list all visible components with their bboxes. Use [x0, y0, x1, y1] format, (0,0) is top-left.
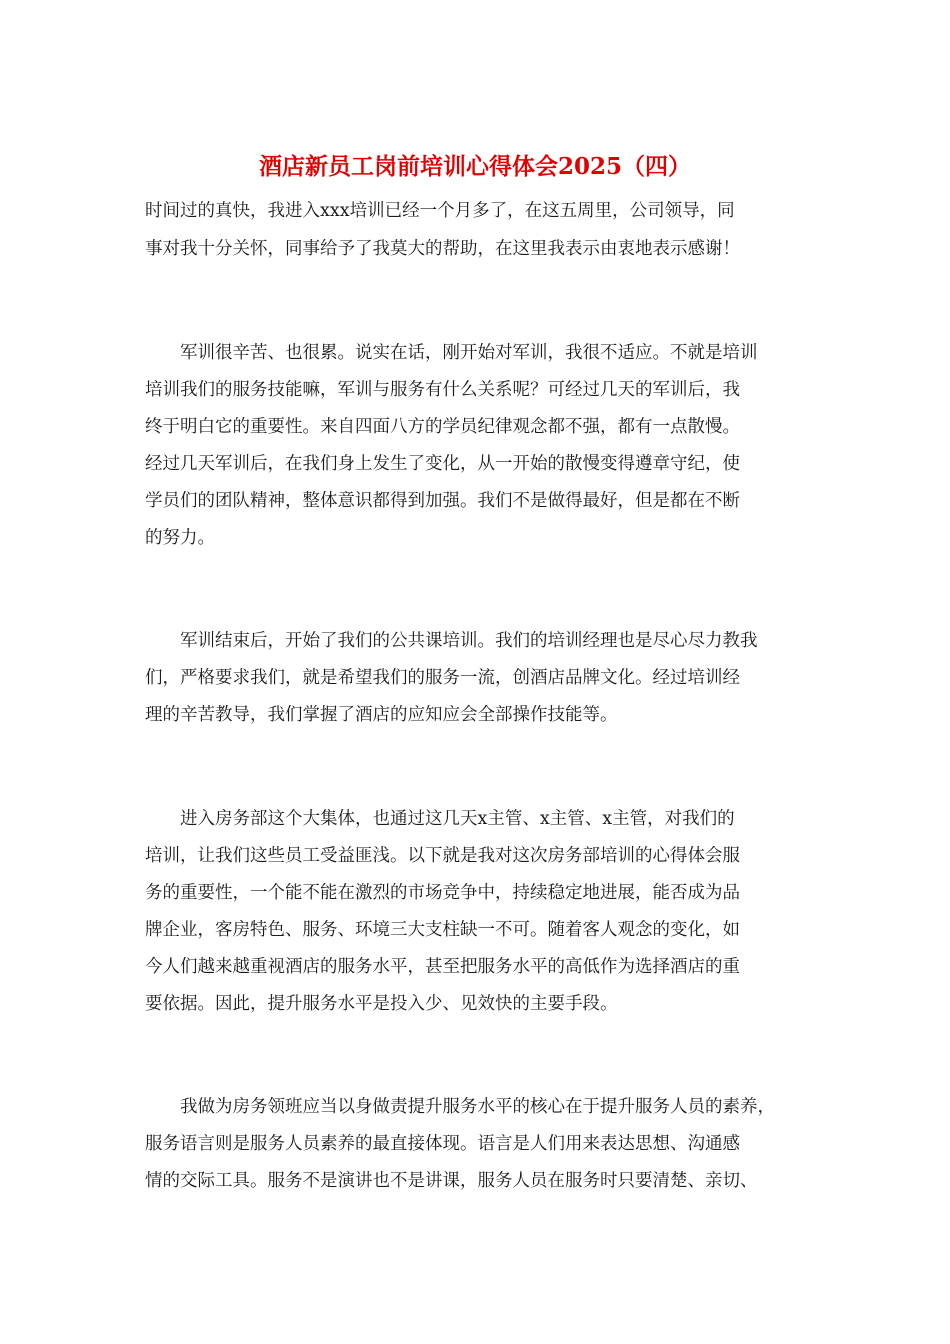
- text-line: 要依据。因此，提升服务水平是投入少、见效快的主要手段。: [145, 994, 618, 1014]
- text-line: 理的辛苦教导，我们掌握了酒店的应知应会全部操作技能等。: [145, 705, 618, 725]
- text-line: 服务语言则是服务人员素养的最直接体现。语言是人们用来表达思想、沟通感: [145, 1134, 740, 1154]
- text-line: 军训很辛苦、也很累。说实在话，刚开始对军训，我很不适应。不就是培训: [145, 343, 758, 363]
- text-line: 务的重要性，一个能不能在激烈的市场竞争中，持续稳定地进展，能否成为品: [145, 883, 740, 903]
- document-title: 酒店新员工岗前培训心得体会2025（四）: [258, 153, 691, 180]
- text-line: 事对我十分关怀，同事给予了我莫大的帮助，在这里我表示由衷地表示感谢！: [145, 239, 740, 259]
- text-line: 牌企业，客房特色、服务、环境三大支柱缺一不可。随着客人观念的变化，如: [145, 920, 740, 940]
- text-line: 培训我们的服务技能嘛，军训与服务有什么关系呢？可经过几天的军训后，我: [145, 380, 740, 400]
- text-line: 时间过的真快，我进入xxx培训已经一个月多了，在这五周里，公司领导，同: [145, 201, 735, 221]
- text-line: 我做为房务领班应当以身做责提升服务水平的核心在于提升服务人员的素养，: [145, 1097, 775, 1117]
- text-line: 终于明白它的重要性。来自四面八方的学员纪律观念都不强，都有一点散慢。: [145, 417, 740, 437]
- text-line: 的努力。: [145, 528, 215, 548]
- text-line: 经过几天军训后，在我们身上发生了变化，从一开始的散慢变得遵章守纪，使: [145, 454, 740, 474]
- text-line: 学员们的团队精神，整体意识都得到加强。我们不是做得最好，但是都在不断: [145, 491, 740, 511]
- text-line: 进入房务部这个大集体，也通过这几天x主管、x主管、x主管，对我们的: [145, 809, 735, 829]
- text-line: 情的交际工具。服务不是演讲也不是讲课，服务人员在服务时只要清楚、亲切、: [145, 1171, 758, 1191]
- text-line: 军训结束后，开始了我们的公共课培训。我们的培训经理也是尽心尽力教我: [145, 631, 758, 651]
- text-line: 培训，让我们这些员工受益匪浅。以下就是我对这次房务部培训的心得体会服: [145, 846, 740, 866]
- text-line: 今人们越来越重视酒店的服务水平，甚至把服务水平的高低作为选择酒店的重: [145, 957, 740, 977]
- text-line: 们，严格要求我们，就是希望我们的服务一流，创酒店品牌文化。经过培训经: [145, 668, 740, 688]
